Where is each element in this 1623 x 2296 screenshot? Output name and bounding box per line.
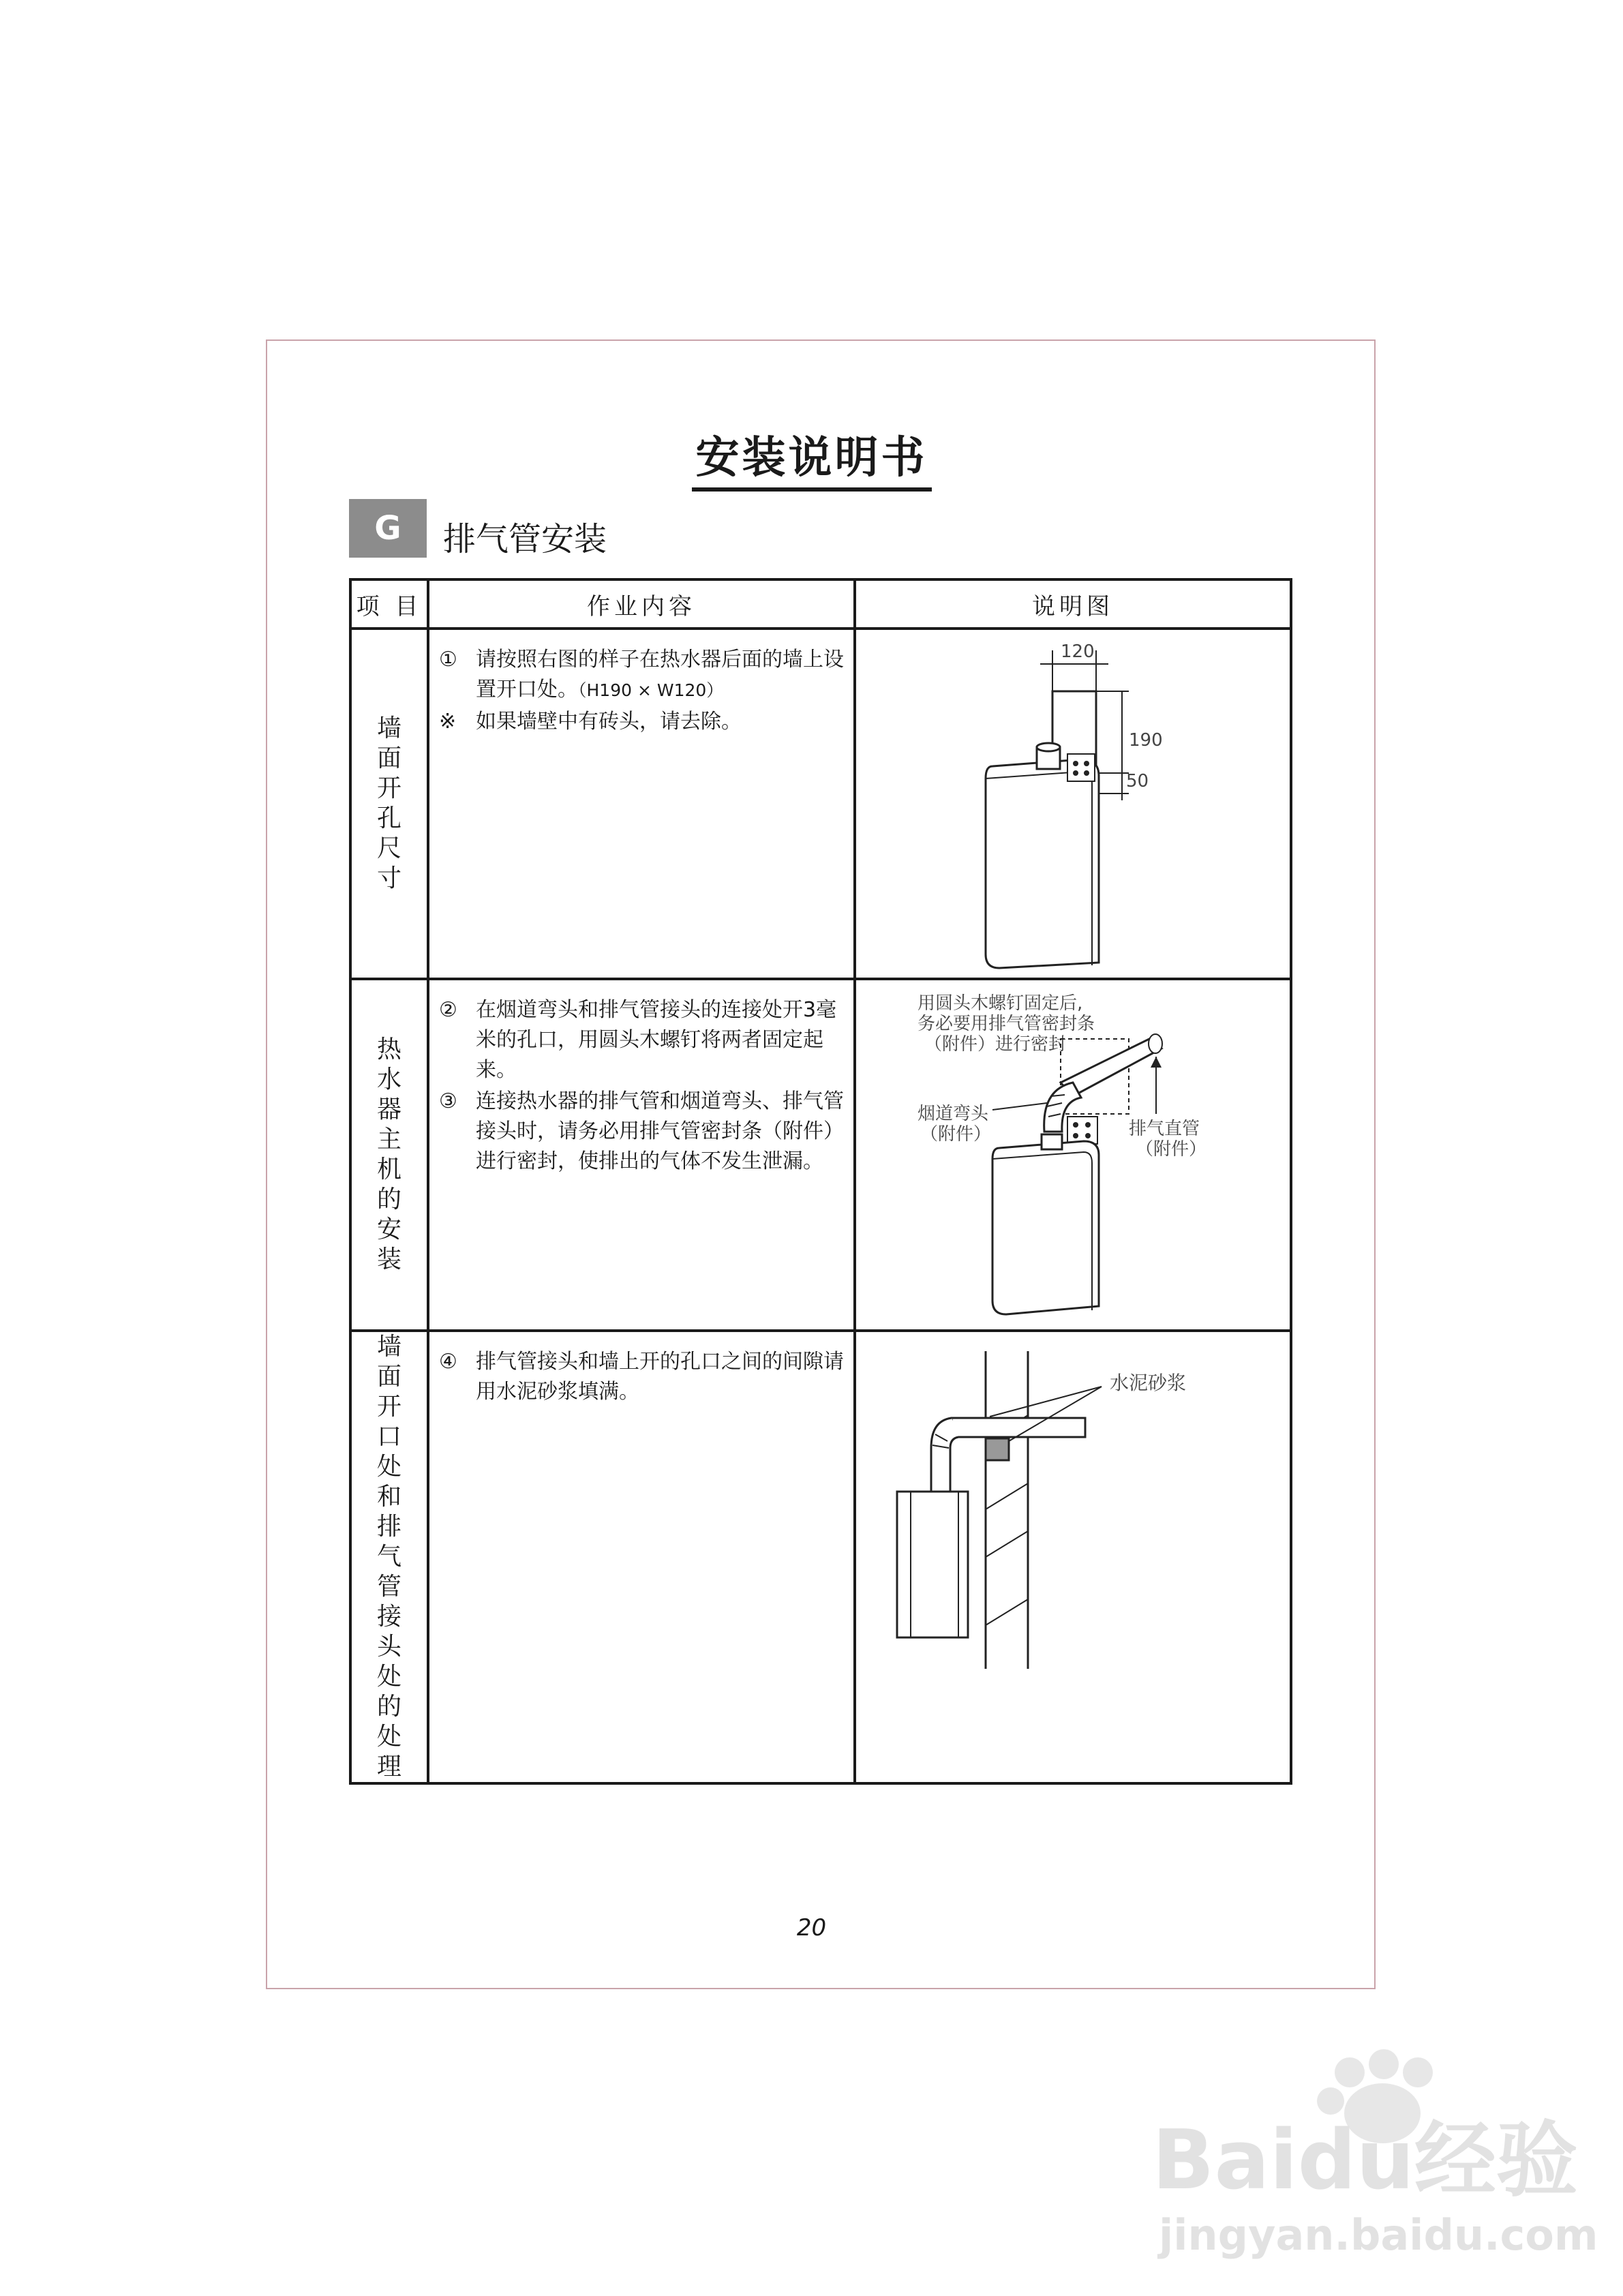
table-row bbox=[350, 1331, 1291, 1783]
figure-heater-install bbox=[855, 979, 1291, 1331]
step-note: ※ 如果墙壁中有砖头，请去除。 bbox=[439, 710, 742, 734]
row-content bbox=[428, 1331, 855, 1783]
step-3: ③ 连接热水器的排气管和烟道弯头、排气管接头时，请务必用排气管密封条（附件）进行密封，使排出的气体不发生泄漏。 bbox=[439, 1089, 844, 1173]
dim-width-label: 120 bbox=[1061, 641, 1095, 662]
header-content: 作业内容 bbox=[428, 579, 855, 629]
pipe-attachment-label: （附件） bbox=[1136, 1139, 1207, 1160]
document-title: 安装说明书 bbox=[0, 423, 1623, 485]
header-figure: 说明图 bbox=[855, 579, 1291, 629]
elbow-label: 烟道弯头 bbox=[917, 1104, 989, 1124]
row-item-gap-treatment: 墙面开口处和排气管接头处的处理 bbox=[350, 1331, 428, 1783]
fixing-note-line-2: 务必要用排气管密封条 bbox=[917, 1014, 1095, 1034]
step-1: ① 请按照右图的样子在热水器后面的墙上设置开口处。（H190 × W120） bbox=[439, 648, 844, 701]
dim-offset-label: 50 bbox=[1126, 771, 1149, 791]
page-number: 20 bbox=[796, 1914, 827, 1942]
instruction-table bbox=[349, 578, 1292, 1785]
step-2: ② 在烟道弯头和排气管接头的连接处开3毫米的孔口，用圆头木螺钉将两者固定起来。 bbox=[439, 998, 837, 1082]
fixing-note-line-1: 用圆头木螺钉固定后, bbox=[917, 993, 1083, 1014]
fixing-note-line-3: （附件）进行密封 bbox=[924, 1034, 1067, 1055]
table-row bbox=[350, 629, 1291, 979]
elbow-attachment-label: （附件） bbox=[920, 1124, 992, 1145]
dim-height-label: 190 bbox=[1129, 730, 1163, 751]
section-code-badge: G bbox=[349, 499, 427, 558]
watermark-brand: Baidu经验 bbox=[1152, 2113, 1578, 2208]
mortar-label: 水泥砂浆 bbox=[1110, 1372, 1187, 1394]
pipe-label: 排气直管 bbox=[1129, 1119, 1200, 1139]
row-content bbox=[428, 979, 855, 1331]
row-content bbox=[428, 629, 855, 979]
wall-opening-diagram bbox=[856, 630, 1287, 975]
row-item-wall-opening: 墙面开孔尺寸 bbox=[350, 629, 428, 979]
heater-install-diagram bbox=[856, 980, 1287, 1327]
gap-treatment-diagram bbox=[856, 1332, 1287, 1680]
baidu-watermark-logo bbox=[1152, 2045, 1602, 2270]
section-title: 排气管安装 bbox=[443, 520, 607, 558]
watermark-url: jingyan.baidu.com bbox=[1159, 2210, 1598, 2260]
table-row bbox=[350, 979, 1291, 1331]
row-item-heater-install: 热水器主机的安装 bbox=[350, 979, 428, 1331]
figure-gap-treatment bbox=[855, 1331, 1291, 1783]
step-4: ④ 排气管接头和墙上开的孔口之间的间隙请用水泥砂浆填满。 bbox=[439, 1350, 844, 1404]
table-header-row bbox=[350, 579, 1291, 629]
header-item: 项 目 bbox=[350, 579, 428, 629]
figure-wall-opening bbox=[855, 629, 1291, 979]
